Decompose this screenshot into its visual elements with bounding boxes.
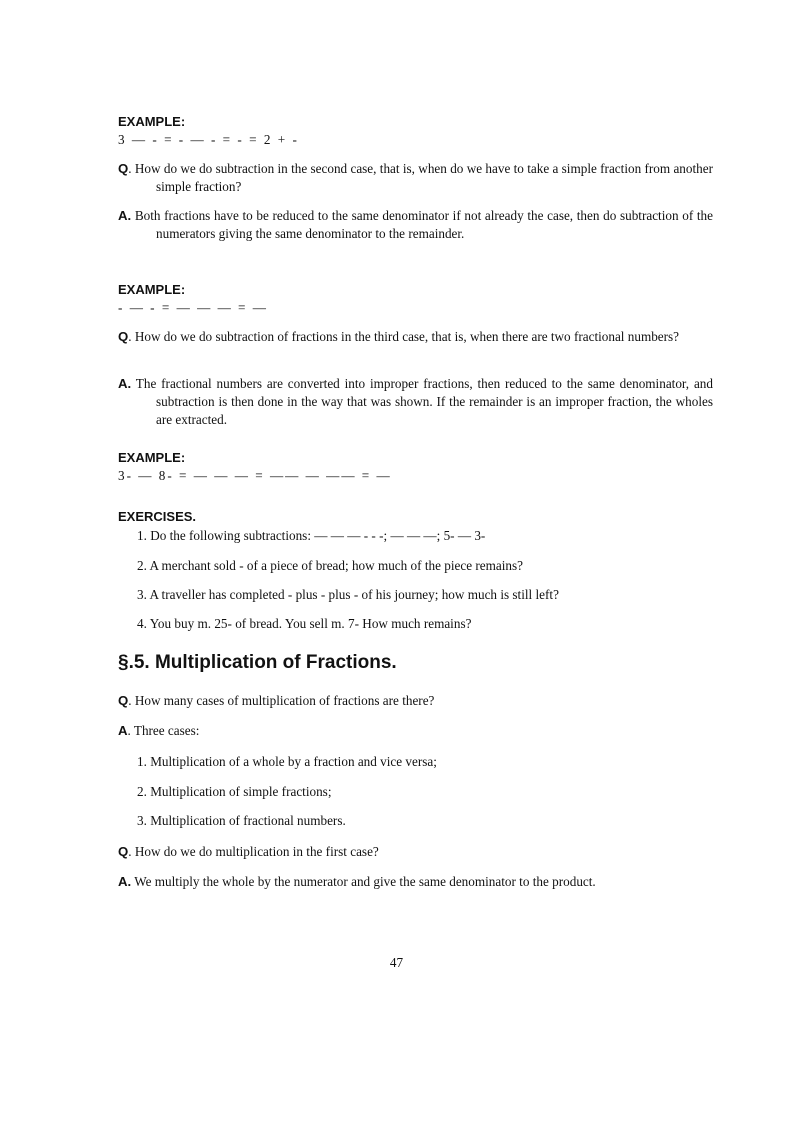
case-item: 3. Multiplication of fractional numbers.: [137, 813, 346, 828]
exercise-item: 4. You buy m. 25- of bread. You sell m. 7- How much remains?: [137, 616, 472, 631]
a-text: We multiply the whole by the numerator and give the same denominator to the product.: [131, 874, 596, 889]
example-formula: - — - = — — — = —: [118, 300, 268, 315]
a-text: . Three cases:: [127, 723, 200, 738]
a-label: A.: [118, 874, 132, 889]
example-heading: EXAMPLE:: [118, 450, 186, 465]
a-label: A.: [118, 208, 132, 223]
q-text: . How do we do subtraction of fractions in the third case, that is, when there are two fractional numbers?: [128, 329, 680, 344]
q-label: Q: [118, 161, 129, 176]
q-text: . How do we do subtraction in the second case, that is, when do we have to take a simple fraction from another simple fraction?: [128, 161, 713, 194]
question: [118, 843, 713, 861]
a-text: Both fractions have to be reduced to the same denominator if not already the case, then do subtraction of the numerators giving the same denominator to the remainder.: [131, 208, 713, 241]
example-heading: EXAMPLE:: [118, 114, 186, 129]
answer: [118, 873, 713, 891]
question: [118, 160, 713, 196]
section-title: §.5. Multiplication of Fractions.: [118, 652, 397, 673]
q-text: . How do we do multiplication in the first case?: [128, 844, 379, 859]
q-label: Q: [118, 693, 129, 708]
exercise-item: 2. A merchant sold - of a piece of bread; how much of the piece remains?: [137, 558, 523, 573]
example-heading: EXAMPLE:: [118, 282, 186, 297]
q-label: Q: [118, 329, 129, 344]
answer: [118, 375, 713, 429]
a-label: A: [118, 723, 128, 738]
example-formula: 3- — 8- = — — — = —— — —— = —: [118, 468, 392, 483]
q-label: Q: [118, 844, 129, 859]
question: [118, 328, 713, 346]
question: [118, 692, 713, 710]
case-item: 2. Multiplication of simple fractions;: [137, 784, 332, 799]
q-text: . How many cases of multiplication of fractions are there?: [128, 693, 435, 708]
exercises-heading: EXERCISES.: [118, 509, 197, 524]
a-text: The fractional numbers are converted into improper fractions, then reduced to the same denominator, and subtraction is then done in the way that was shown. If the remainder is an improper fraction, the wholes are extracted.: [131, 376, 713, 427]
exercise-item: 1. Do the following subtractions: — — — - - -; — — —; 5- — 3-: [137, 528, 486, 543]
page-number: 47: [389, 955, 404, 970]
example-formula: 3 — - = - — - = - = 2 + -: [118, 132, 299, 147]
answer: [118, 207, 713, 243]
exercise-item: 3. A traveller has completed - plus - plus - of his journey; how much is still left?: [137, 587, 559, 602]
case-item: 1. Multiplication of a whole by a fraction and vice versa;: [137, 754, 437, 769]
a-label: A.: [118, 376, 132, 391]
answer: [118, 722, 713, 740]
